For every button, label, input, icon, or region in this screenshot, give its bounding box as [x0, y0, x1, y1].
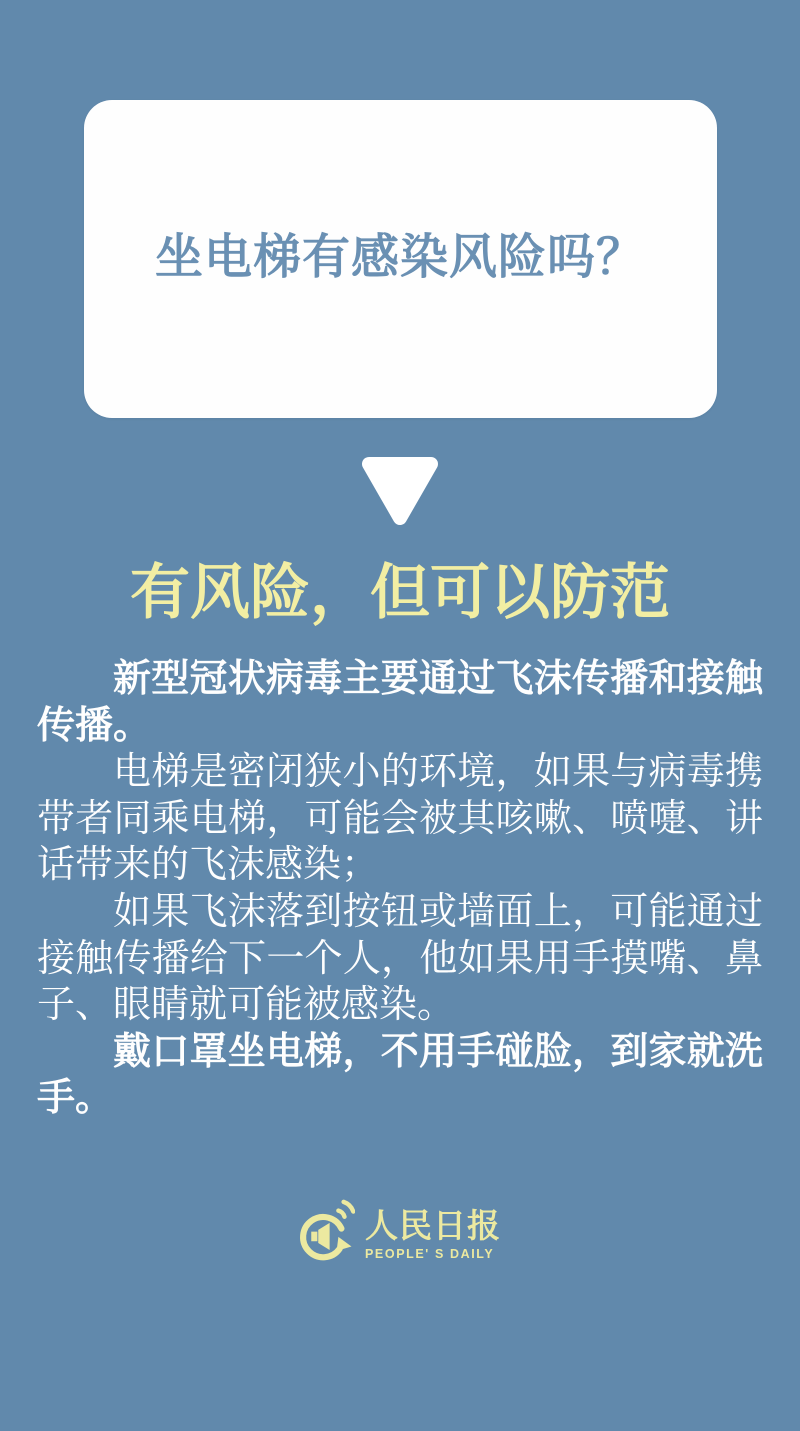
paragraph-elevator-droplets: 电梯是密闭狭小的环境，如果与病毒携带者同乘电梯，可能会被其咳嗽、喷嚏、讲话带来的飞沫感染；	[37, 751, 763, 887]
people-daily-logo	[0, 1196, 800, 1262]
at-megaphone-icon	[299, 1196, 355, 1262]
paragraph-advice: 戴口罩坐电梯，不用手碰脸，到家就洗手。	[37, 1030, 763, 1120]
logo-english-name: PEOPLE' S DAILY	[365, 1246, 495, 1261]
question-title: 坐电梯有感染风险吗？	[154, 230, 645, 284]
question-card	[84, 100, 717, 418]
answer-headline: 有风险，但可以防范	[130, 559, 670, 626]
paragraph-contact-surfaces: 如果飞沫落到按钮或墙面上，可能通过接触传播给下一个人，他如果用手摸嘴、鼻子、眼睛就可能被感染。	[37, 890, 763, 1027]
down-arrow-icon	[356, 453, 444, 530]
poster	[0, 100, 800, 1431]
paragraph-transmission: 新型冠状病毒主要通过飞沫传播和接触传播。	[37, 658, 763, 747]
answer-body	[37, 656, 763, 1122]
logo-chinese-name: 人民日报	[365, 1206, 501, 1244]
logo-text-block	[365, 1208, 501, 1261]
